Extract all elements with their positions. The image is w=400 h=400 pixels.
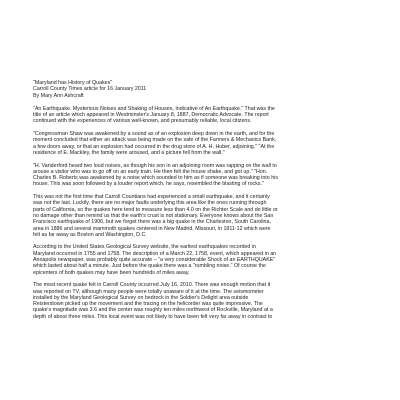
paragraph (33, 194, 368, 238)
paragraph-line: parts of California, so the quakes here tend to measure less than 4.0 on the Richter Scale and do little or (33, 206, 278, 213)
paragraph-line: which lasted about half a minute. Just before the quake there was a "rumbling noise." Of course the (33, 263, 266, 270)
article-title: "Maryland has History of Quakes" (33, 80, 113, 86)
paragraph (33, 244, 368, 275)
paragraph-line: Charles B. Roberts was awakened by a noise which sounded to him as if someone was breaking into his (33, 175, 278, 182)
paragraph-line: arouse a visitor who was to go off on an early train. He then felt the house shake, and got up." "Hon. (33, 168, 268, 175)
paragraph-line: residence of E. Mackley, the family were aroused, and a picture fell from the wall." (33, 149, 225, 156)
paragraph-line: quake's magnitude was 3.6 and the center was roughly ten miles northwest of Rockville, Maryland at a (33, 307, 273, 314)
paragraph-line: Francisco earthquake of 1906, but we forget there was a big quake in the Charleston, South Carolina, (33, 219, 271, 226)
paragraph (33, 106, 368, 125)
paragraph-line: depth of about three miles. This local event was not likely to have been felt very far away in contrast to (33, 313, 273, 320)
paragraph-line: Annapolis newspaper, was probably quite accurate – "a very considerable Shock of an EARTHQUAKE" (33, 257, 276, 264)
paragraph-line: "An Earthquake. Mysterious Noises and Shaking of Houses, Indicative of An Earthquake." That was the (33, 105, 275, 112)
paragraph-line: no damage other than remind us that the earth's crust is not stationary. Everyone knows about the San (33, 212, 274, 219)
paragraph-line: This was not the first time that Carroll Countians had experienced a small earthquake, and it certainly (33, 194, 270, 201)
paragraph (33, 282, 368, 320)
paragraph-line: "H. Vanderford heard two loud noises, as though his son in an adjoining room was rapping on the wall to (33, 162, 277, 169)
paragraph-line: title of an article which appeared in Westminster's January 8, 1887, Democratic Advocate. The report (33, 112, 269, 119)
paragraph (33, 163, 368, 188)
paragraph-line: Reisterstown picked up the movement and the tracing on the helicorder was quite impressive. The (33, 301, 263, 308)
paragraph-line: a few doors away, or that an explosion had occurred in the drug store of A. H. Huber, adjoining." "At the (33, 143, 275, 150)
paragraph-line: According to the United States Geological Survey website, the earliest earthquakes recorded in (33, 244, 256, 251)
paragraph (33, 131, 368, 156)
paragraph-line: area in 1886 and several mammoth quakes centered in New Madrid, Missouri, in 1811-12 which were (33, 225, 271, 232)
article-header (33, 80, 368, 99)
article-byline: By Mary Ann Ashcraft (33, 92, 84, 99)
paragraph-line: continued with the experiences of various well-known, and presumably reliable, local citizens. (33, 118, 252, 125)
paragraph-line: moment concluded that either an attack was being made on the safe of the Farmers & Mechanics Bank, (33, 137, 277, 144)
article-paragraphs (33, 106, 368, 320)
paragraph-line: Maryland occurred in 1755 and 1758. The description of a March 22, 1758, event, which appeared in an (33, 250, 277, 257)
article-source: Carroll County Times article for 16 January 2011 (33, 86, 147, 93)
paragraph-line: epicenters of both quakes may have been hundreds of miles away. (33, 269, 190, 276)
article-body (33, 80, 368, 326)
paragraph-line: "Congressman Shaw was awakened by a sound as of an explosion deep down in the earth, and for the (33, 131, 275, 138)
paragraph-line: was reported on TV, although many people were totally unaware of it at the time. The seismometer (33, 288, 264, 295)
paragraph-line: The most recent quake felt in Carroll County occurred July 16, 2010. There was enough motion that it (33, 282, 271, 289)
paragraph-line: felt as far away as Boston and Washington, D.C. (33, 231, 147, 238)
paragraph-line: was not the last. Luckily, there are no major faults underlying this area like the ones running through (33, 200, 267, 207)
paragraph-line: house. This was soon followed by a louder report which, he says, resembled the blasting of rocks." (33, 181, 264, 188)
paragraph-line: installed by the Maryland Geological Survey on bedrock in the Soldier's Delight area outside (33, 294, 249, 301)
